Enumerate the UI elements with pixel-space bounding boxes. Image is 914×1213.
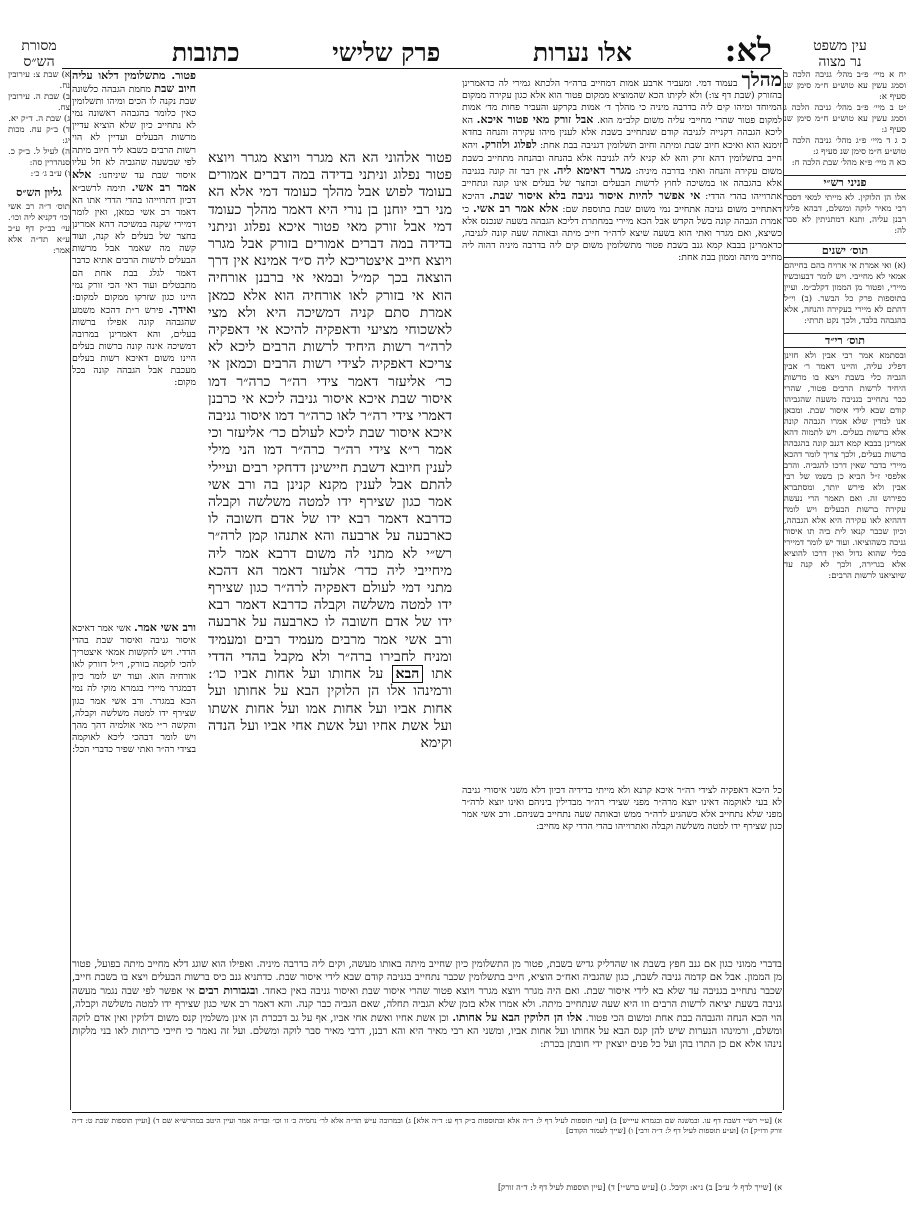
bottom-commentary-text: בדברי ממוני כגון אם גנב חפץ בשבת או שהדליק גדיש בשבת, פטור מן התשלומין כיון שחייב מיתה באותו מעשה, וקים ליה בדרבה מיניה. ואפילו הוא שוגג דלא מחייב מיתה בפועל, פטור מן הממון. אבל אם קדמה גניבה לשבת, כגון שהגביה ואח״כ הוציא, חייב בתשלומין שכבר נתחייב בגניבה קודם שבא לידי איסור שבת. כדתניא גנב כיס ברשות הבעלים ויצא בו בשבת חייב, שכבר נתחייב בגניבה עד שלא בא לידי איסור שבת. ואם היה מגרר ויוצא מגרר ויוצא פטור שהרי איסור שבת ואיסור גניבה באין כאחד. [72,959,782,997]
rashi-text: כל היכא דאפקיה לצידי רה״ר איכא קרנא ולא מייתי בדידיה דכיון דלא משני איסורי גניבה לא בעי לאוקמה דאינו יוצא מרה״ר מפני שצידי רה״ר מבדילין ביניהם ואינו יוצא לרה״ר מפני שלא נתחייב אלא כשהגיע לרה״ר ממש ובאותה שעה נתחייב בשניהם. ורב אשי אמר כגון שצירף ידו למטה משלשה וקבלה ואתרוייהו בהדי הדדי קא מחייב: [462,785,782,833]
rashi-text: אין דבר זה קונה בגניבה אלא בהגבהה או במשיכה לחוץ לרשות הבעלים ובחצר של בעלים אינו קונה ונתחייב אתרוייהו בהדי הדדי: [462,165,782,202]
tosafot-rid-text: ובסתמא אמר רבי אבין ולא חזינן דפליג עליה, והיינו דאמר ר׳ אבין הגביה כלי בשבת ויצא בו מרשות היחיד לרשות הרבים פטור, שהרי כבר נתחייב בגניבה משעה שהגביהו קודם שבא לידי איסור שבת. ומכאן אנו למדין שלא אמרו הגבהה קונה אלא ברשות בעלים. ויש לתמוה דהא אמרינן בבבא קמא דגנב קונה בהגבהה ברשות בעלים, ולכך צריך לומר דהכא מיירי בדבר שאין דרכו להגביה. והרב אלפסי ז״ל הביא כן בשמו של רבי אבין ולא פירש יותר, ומסתברא כפירוש זה. ואם תאמר הרי נעשה עקירה ברשות הבעלים ויש לומר דההיא לאו עקירה היא אלא הגבהה, וכיון שכבר קנאו לית ביה תו איסור גניבה כשהוציאו. ועוד יש לומר דמיירי בכלי שהוא גדול ואין דרכו להוציא אלא בגרירה, ולכך לא קנה עד שיוציאנו לרשות הרבים: [784,351,906,581]
rashi-text: כי אמרת הגבהה קונה בשל הקדש אבל הכא מיירי במחתרת דליכא הגבהה בשעה שנכנס אלא כשיצא, ואם מגרר ואתי הוא בשעה שיצא לרה״ר חייב מיתה ובאותה שעה קונה לגניבה, כדאמרינן בבבא קמא גנב בשבת פטור מתשלומין משום קים ליה בדרבה מיניה דהוה ליה מחייב מיתה וממון בבת אחת: [462,203,782,264]
gemara-passage: לרה״ר רש״י לא מתני לה משום דרבא אמר ליה מיחייבי ליה כדר׳ אלעזר דאמר הא דהכא מתני דמי לעולם דאפקיה לרה״ר כגון שצירף ידו למטה משלשה וקבלה כדרבא דאמר רבא ידו של אדם חשובה לו כארבעה על ארבעה ורב אשי אמר מרבים מעמיד רבים ומעמיד ומניח לחבירו ברה״ר ולא מקבל בהדי הדדי אתו [208,528,452,683]
rashi-commentary [462,70,782,264]
masoret-header-label: מסורת הש״ס [21,38,57,70]
tosafot-yeshanim-text: (א) ואי אמרת אי ארויח בהם בחייהם אמאי לא מחייבי. ויש לומר דבעוכשיו מיירי, ופטור מן הממון דקלב״מ. ועיין בתוספות פרק כל הבשר. (ב) וי״ל דהתם לא מיירי בעקירה והנחה, אלא בהגבהה בלבד, ולכך נקט תרתי: [784,261,906,326]
tosafot-text: פירש ר״ת דהכא משמע שהגבהה קונה אפילו ברשות בעלים, והא דאמרינן במרובה דמשיכה אינה קונה ברשות בעלים היינו משום דאיכא רשות בעלים מעכבת אבל הגבהה קונה בכל מקום: [72,304,196,389]
tosafot-rid-title: תוס׳ רי״ד [784,333,906,348]
ein-mishpat-entry: כ ג ד מיי׳ פ״ג מהל׳ גניבה הלכה ב טוש״ע ח״מ סימן שנ סעיף ג: [784,136,906,157]
rashi-continuation [462,785,782,833]
perek-number: פרק שלישי [332,38,441,67]
ein-mishpat-entry: כא ה מיי׳ פ״א מהל׳ שבת הלכה ח: [791,158,906,168]
bottom-commentary [72,958,782,1051]
gemara-text [208,150,452,752]
footnotes-text: א) [ע״י רש״י דשבת דף עו. ובמשנה שם ובגמרא עיי״ש] ב) [ועי׳ תוספות לעיל דף ל: ד״ה אלא ובתוספות ב״ק דף ע: ד״ה אלא] ג) ובמרובה ע״ש תד״ה אלא לר׳ נחמיה כ׳ זו וכו׳ ובד״ה אמר ועיין היטב במהרש״א שם ד) [ועיין תוספות שבת ט: ד״ה זורק ודו״ק] ה) [וע״ע תוספות לעיל דף ל: ד״ה ורבי] ו) [שייך לעמוד הקודם] [72,1116,782,1135]
ein-mishpat-entry: יח א מיי׳ פ״ב מהל׳ גניבה הלכה ב וסמג עשין עא טוש״ע ח״מ סימן שנ סעיף א: [784,70,906,102]
masoret-entry: ב) שבת ה. עירובין צח. [8,92,70,113]
tosafot-commentary [72,70,196,389]
rashi-text: בעמוד דמי. ומעביר ארבע אמות דמחייב ברה״ר הלכתא גמירי לה כדאמרינן בהזורק (שבת דף צו:) ולא לקיתו הכא שהמוציא ממקום פטור הוא אלא כגון עקירה ממקום המיוחד ומיהו קים ליה בדרבה מיניה כי מהלך ד׳ אמות בקרקע והעביר פחות מד׳ אמות למקום פטור שהרי מחייבי עליה משום קלב״מ הוא. [462,78,782,127]
rashi-dibbur-hamatchil: אי אפשר להיות איסור גניבה בלא איסור שבת. [489,188,701,202]
tosafot-text: אשי אמר דאיכא איסור גניבה ואיסור שבת בהדי הדדי. ויש להקשות אמאי איצטריך להכי לוקמה בזורק, וי״ל דזורק לאו אורחיה הוא. ועוד יש לומר כיון דבמגרר מיירי בגמרא מוקי לה נמי הכא במגרר. ורב אשי אמר כגון שצירף ידו למטה משלשה וקבלה, והקשה ר״י מאי אולמיה דהך מהך ויש לומר דבהכי ליכא לאוקמה בצידי רה״ר ואתי שפיר כדברי הכל: [72,623,196,755]
chapter-name: אלו נערות [532,38,633,67]
masoret-entry: ו) ע״ב ג׳ כ׳: [30,169,70,179]
rashi-dibbur-hamatchil: אלא אמר רב אשי. [473,201,559,215]
header-divider [62,68,782,69]
tosafot-text: מחמת הגבהה כלשונה שבת נקנה לו הכים ומיהו ותשלומין כאין כלומר בהגבהה ראשונה נמי לא נתחייב כיון שלא הוציא עדיין מרשות הבעלים ועדיין לא הוי רשות הרבים כשבא ליד חיוב מיתה לפי שבשעה שהגביה לא חל עליו איסור שבת עד שיניחנו: [72,84,196,181]
bottom-dibbur: ובגבורות רבים [198,984,259,997]
masoret-column [8,70,70,257]
pninei-rashi-text: אלו הן הלוקין. לא מייתי למאי דסבר רבי מאיר לוקה ומשלם, דבהא פליגי רבנן עליה, ותנא דמתניתין לא סבר לה: [784,193,906,236]
tosafot-dibbur-hamatchil: ואידך. [168,302,196,316]
gemara-mishnah-quote-word: הבא [392,665,424,683]
tosafot-yeshanim-title: תוס׳ ישנים [784,243,906,258]
rashi-opening-word: מהלך [741,70,782,91]
bottom-commentary-text: וכן אשת אחיו ואשת אחי אביו, אף על גב דבכרת הן אינן משלמין קנס משום דלוקין ואין אדם לוקה ומשלם, ורמינהו הנערות שיש להן קנס הבא על אחותו ועל אחות אביו, ומשני הא רבי מאיר היא והא רבנן, דרבי מאיר סבר לוקה ומשלם. ועל זה נאמר כי חייבי כריתות לאו בני מלקות נינהו אלא אם כן התרו בהן ועל כל פנים יוצאין ידי חובתן בכרת: [72,1013,782,1050]
rashi-dibbur-hamatchil: לפלוג ולוזרק. [480,138,537,152]
tractate-name: כתובות [172,38,240,67]
masoret-entry: ג) שבת ה. ד״ק יא. [8,114,70,124]
rashi-text: ויהא חייב בתשלומין דהא זרק והא לא קניא ליה לגניבה אלא בהנחה ובהנחה מתחייב בשבת משום עקירה והנחה ואתי בדרבה מיניה: [462,140,782,177]
footnote-divider [72,1112,782,1113]
daf-number: לא: [724,31,772,69]
page-header [172,32,772,68]
ein-mishpat-entry: יט ב מיי׳ פ״ב מהל׳ גניבה הלכה ג וסמג עשין עא טוש״ע ח״מ סימן שנ סעיף ג: [784,103,906,135]
column-rule [70,70,71,1110]
ein-mishpat-column [784,70,906,582]
gemara-passage: פטור אלהוני הא הא מגרר ויוצא מגרר ויוצא פטור נפלוג וניתני בדידה במה דברים אמורים בעומד לפוש אבל מהלך כעומד דמי אלא הא מני רבי יוחנן בן נורי היא דאמר מהלך כעומד דמי אבל זורק מאי פטור איכא נפלוג וניתני בדידה במה דברים אמורים בזורק אבל מגרר ויוצא חייב איצטריכא ליה ס״ד אמינא אין דרך הוצאה בכך קמ״ל ובמאי אי ברבנן אורחיה הוא אי בזורק לאו אורחיה הוא אלא כמאן אמרת סתם קניה דמשיכה היא ולא מצי לאשכוחי מציעי ודאפקיה להיכא אי דאפקיה לרה״ר רשות היחיד לרשות הרבים ליכא לא צריכא דאפקיה לצידי רשות הרבים וכמאן אי כר׳ אליעזר דאמר צידי רה״ר כרה״ר דמו איסור שבת איכא איסור גניבה ליכא אי כרבנן דאמרי צידי רה״ר לאו כרה״ר דמו איסור גניבה איכא איסור שבת ליכא לעולם כר׳ אליעזר וכי אמר ר״א צידי רה״ר כרה״ר דמו הני מילי לענין חיובא דשבת חיישינן דדחקי רבים ועיילי להתם אבל לענין מקנא קנינן בה ורב אשי אמר כגון שצירף ידו למטה משלשה וקבלה כדרבא דאמר רבא ידו של אדם חשובה לו כארבעה על ארבעה והא אתנהו קמן [208,150,452,545]
page-footer-notes [72,1183,782,1193]
bottom-commentary-text: אי אפשר לפי שבה נגמר מעשה גניבה בשעת יציאה לרשות הרבים וזו היא שעה שנתחייב מיתה. ולא אמרו אלא בזמן שלא הגביה תחלה, שאם הגביה כבר קנה. והא דאמר רב אשי כגון שצירף ידו למטה משלשה וקבלה, הוי הכא הנחה והגבהה בבת אחת ומשום הכי פטור. [72,986,782,1024]
tosafot-dibbur-hamatchil: אלא אמר רב אשי. [72,167,196,194]
pninei-rashi-title: פניני רש״י [784,175,906,190]
rashi-dibbur-hamatchil: מגרר דאימא ליה. [553,163,632,177]
masoret-entry: ד) ב״ק עח. מכות יג: [8,125,70,146]
page-footer-text: א) [שייך לדף ל׳ ע״ב] ב) נ״א: וקיבל. ג) [ע״ש ברש״י] ד) [עיין תוספות לעיל דף ל: ד״ה זורק] [497,1183,782,1192]
gemara-passage: על אחותו ועל אחות אביו כו׳: ורמינהו אלו הן הלוקין הבא על אחותו ועל אחות אביו ועל אחות אמו ועל אחות אשתו ועל אשת אחיו ועל אשת אחי אביו ועל הנדה וקימא [208,666,452,751]
tosafot-dibbur-hamatchil: פטור. מתשלומין דלאו עליה חיוב שבת [72,70,196,96]
tosafot-continuation [72,622,196,756]
column-rule [783,70,784,1110]
footnotes [72,1116,782,1136]
gilyon-hashas-text: תוס׳ ד״ה רב אשי וכו׳ דקניא ליה וכו׳. עי׳ בב״ק דף ע״ב ע״א תד״ה אלא אמר: [8,202,70,256]
rashi-text: הא ליכא הגבהה דקנייה לגניבה קודם שנתחייב בשבת אלא לענין מיהו עקירה והנחה בחדא זימנא הוא ואיכא חיוב שבת ומיתה וחיוב תשלומין דגניבה בבת אחת: [462,115,782,152]
bottom-dibbur: אלו הן הלוקין הבא על אחותו. [452,1011,583,1024]
gilyon-hashas-title: גליון הש״ס [16,186,62,199]
masoret-entry: ה) לעיל ל. ב״ק כ. סנהדרין סה: [8,147,70,168]
masoret-entry: א) שבת צ: עירובין נח. [8,70,70,91]
rashi-dibbur-hamatchil: אבל זורק מאי פטור איכא. [476,113,594,127]
rashi-text: דהיכא דאתחייב משום גניבה אתחייב נמי משום שבת בתוספת שם: [462,190,782,215]
tosafot-text: תימה לרשב״א דכיון דתרוייהו בהדי הדדי אתו הא דאמר רב אשי כמאן, ואין לומר דמיירי שקנה במשיכה דהא אמרינן בחצר של בעלים לא קנה, ועוד קשה מה שאמר אבל מרשות הבעלים לרשות הרבים אתיא כדבר דאמר לגלג בבת אחת הם מתבטלים ועוד דאי הכי זורק נמי היינו כגון שזרקו ממקום למקום: [72,182,196,303]
ein-mishpat-header-label: עין משפט נר מצוה [813,38,867,70]
tosafot-dibbur-hamatchil: ורב אשי אמר. [134,622,196,634]
